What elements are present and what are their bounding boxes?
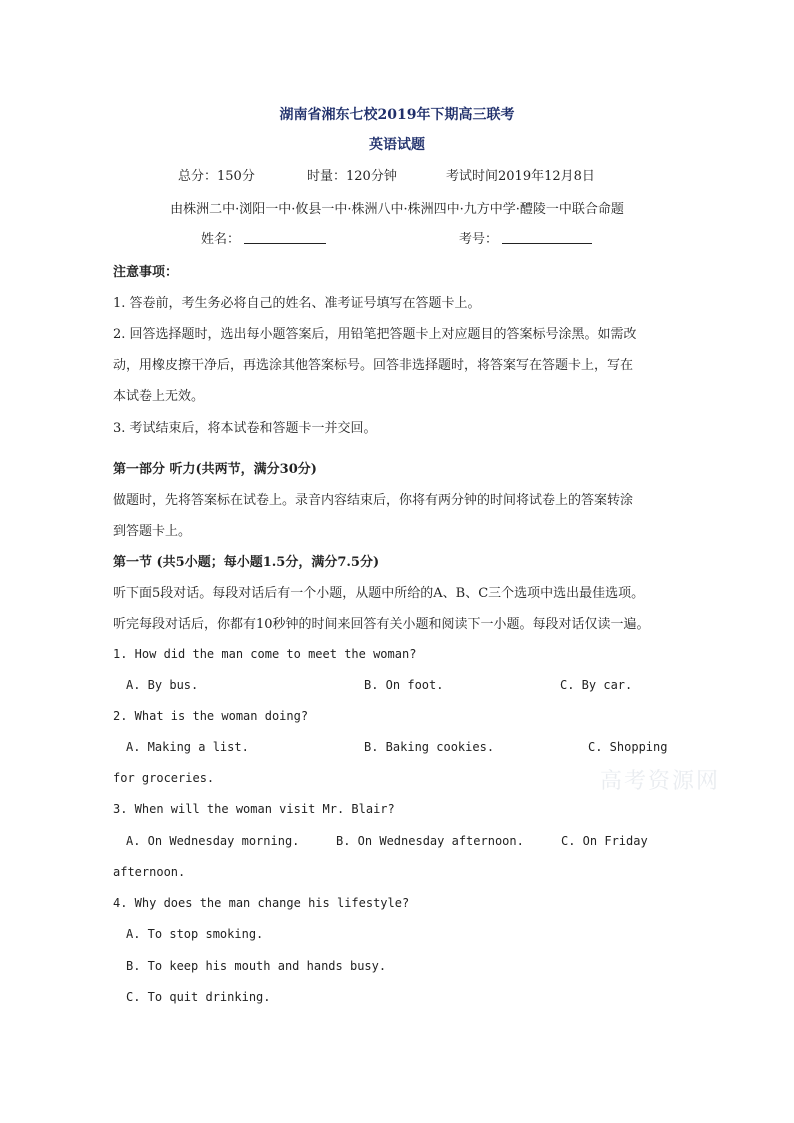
note-item: 本试卷上无效。: [113, 389, 205, 404]
note-item: 动，用橡皮擦干净后，再选涂其他答案标号。回答非选择题时，将答案写在答题卡上，写在: [113, 358, 634, 373]
section1-intro-line: 听下面5段对话。每段对话后有一个小题，从题中所给的A、B、C三个选项中选出最佳选项。: [113, 586, 645, 601]
part1-intro-line: 到答题卡上。: [113, 524, 192, 539]
note-item: 2. 回答选择题时，选出每小题答案后，用铅笔把答题卡上对应题目的答案标号涂黑。如需改: [113, 327, 637, 342]
q4-option-b: B. To keep his mouth and hands busy.: [126, 959, 387, 973]
question-1-stem: 1. How did the man come to meet the woman?: [113, 647, 417, 661]
exam-subtitle: 英语试题: [369, 137, 425, 153]
note-item: 1. 答卷前，考生务必将自己的姓名、准考证号填写在答题卡上。: [113, 296, 481, 311]
student-info-row: [0, 228, 794, 248]
q1-option-c: C. By car.: [560, 678, 633, 692]
section1-title: 第一节 (共5小题；每小题1.5分，满分7.5分): [113, 555, 380, 570]
q3-option-c: C. On Friday: [561, 834, 648, 848]
joint-schools: 由株洲二中·浏阳一中·攸县一中·株洲八中·株洲四中·九方中学·醴陵一中联合命题: [170, 202, 624, 217]
q3-option-a: A. On Wednesday morning.: [126, 834, 300, 848]
part1-intro-line: 做题时，先将答案标在试卷上。录音内容结束后，你将有两分钟的时间将试卷上的答案转涂: [113, 493, 634, 508]
id-label: 考号：: [459, 232, 499, 247]
question-4-stem: 4. Why does the man change his lifestyle?: [113, 896, 410, 910]
q2-option-b: B. Baking cookies.: [364, 740, 495, 754]
q4-option-a: A. To stop smoking.: [126, 927, 264, 941]
watermark: 高考资源网: [600, 769, 721, 794]
question-2-stem: 2. What is the woman doing?: [113, 709, 309, 723]
q1-option-a: A. By bus.: [126, 678, 199, 692]
q3-option-b: B. On Wednesday afternoon.: [336, 834, 524, 848]
q2-option-c-continued: for groceries.: [113, 771, 215, 785]
question-3-stem: 3. When will the woman visit Mr. Blair?: [113, 802, 395, 816]
q2-option-c: C. Shopping: [588, 740, 668, 754]
section1-intro-line: 听完每段对话后，你都有10秒钟的时间来回答有关小题和阅读下一小题。每段对话仅读一遍。: [113, 617, 650, 632]
q4-option-c: C. To quit drinking.: [126, 990, 271, 1004]
name-label: 姓名：: [201, 232, 241, 247]
exam-title: 湖南省湘东七校2019年下期高三联考: [279, 107, 515, 123]
notes-title: 注意事项：: [113, 265, 179, 280]
part1-title: 第一部分 听力(共两节，满分30分): [113, 462, 317, 477]
id-blank: [502, 243, 592, 244]
q1-option-b: B. On foot.: [364, 678, 444, 692]
name-blank: [244, 243, 326, 244]
exam-meta-row: [0, 165, 794, 185]
total-score: 总分：150分: [178, 169, 255, 184]
exam-date: 考试时间2019年12月8日: [446, 169, 595, 184]
time-limit: 时量：120分钟: [307, 169, 397, 184]
note-item: 3. 考试结束后，将本试卷和答题卡一并交回。: [113, 421, 377, 436]
q2-option-a: A. Making a list.: [126, 740, 249, 754]
q3-option-c-continued: afternoon.: [113, 865, 186, 879]
